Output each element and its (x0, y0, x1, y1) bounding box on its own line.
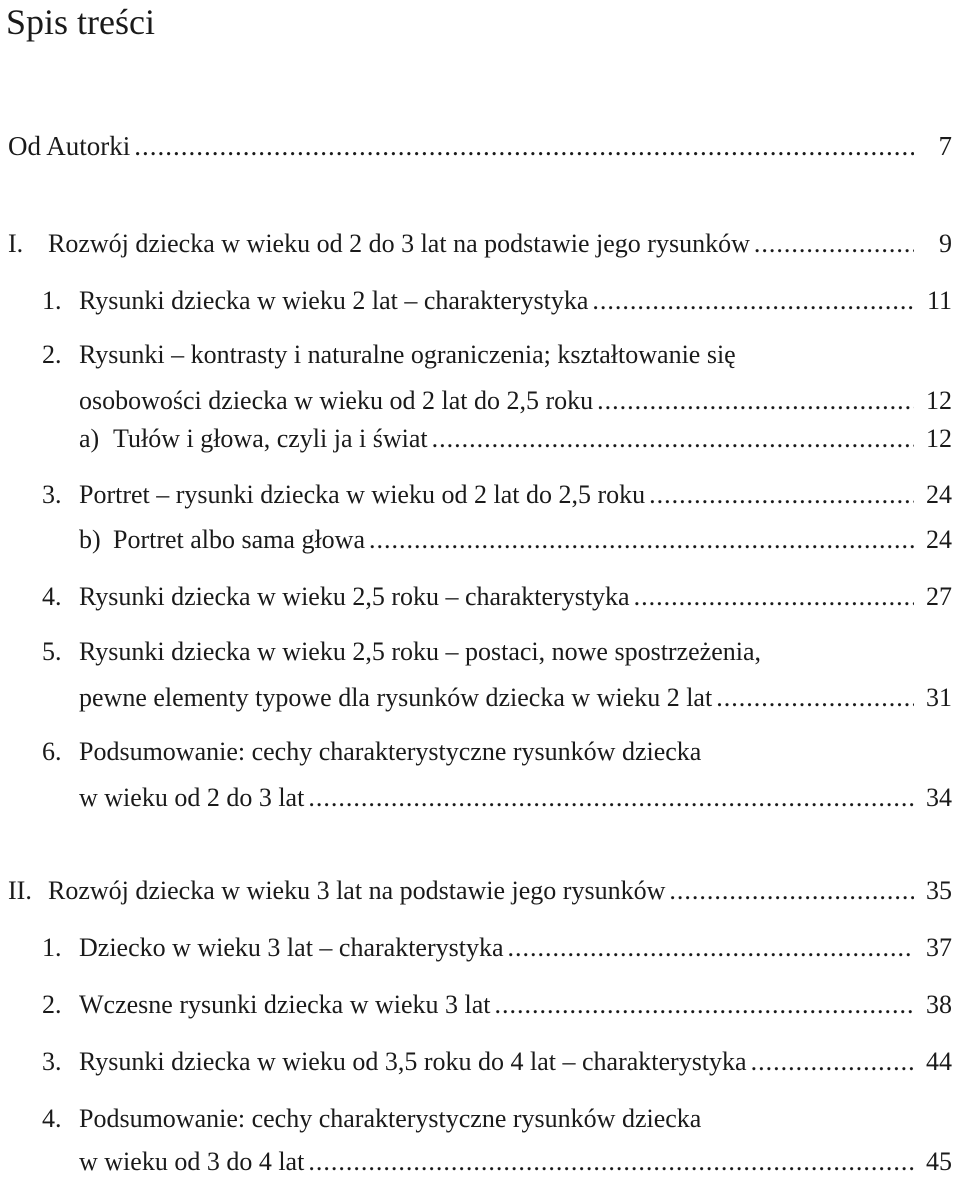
toc-entry-number: 4. (42, 582, 62, 611)
toc-entry[interactable] (8, 131, 952, 162)
leader-dots (134, 131, 914, 162)
toc-entry[interactable] (42, 480, 952, 510)
toc-entry-page: 31 (926, 683, 952, 712)
toc-entry-line-1[interactable] (42, 1104, 952, 1134)
toc-entry-page: 35 (926, 876, 952, 905)
toc-entry[interactable] (42, 933, 952, 963)
toc-entry-page: 12 (926, 386, 952, 415)
toc-entry-text: Tułów i głowa, czyli ja i świat (113, 424, 428, 453)
page-title: Spis treści (6, 2, 155, 42)
toc-entry-text: Wczesne rysunki dziecka w wieku 3 lat (79, 990, 491, 1019)
toc-entry-page: 7 (938, 131, 952, 161)
toc-entry-number: 6. (42, 737, 62, 766)
toc-entry-number: II. (8, 876, 32, 905)
toc-entry-text-continued: osobowości dziecka w wieku od 2 lat do 2,5 roku (79, 386, 594, 415)
toc-entry-page: 38 (926, 990, 952, 1019)
leader-dots (669, 876, 914, 906)
toc-entry-line-2[interactable] (79, 1147, 952, 1177)
toc-entry-number: 3. (42, 1047, 62, 1076)
toc-entry-text: Portret albo sama głowa (113, 525, 365, 554)
toc-entry-number: 4. (42, 1104, 62, 1133)
toc-entry-line-1[interactable] (42, 340, 952, 370)
toc-entry-text: Rysunki dziecka w wieku od 3,5 roku do 4 lat – charakterystyka (79, 1047, 747, 1076)
leader-dots (592, 286, 914, 316)
leader-dots (432, 424, 914, 454)
toc-entry-text: Od Autorki (8, 131, 131, 161)
leader-dots (751, 1047, 914, 1077)
leader-dots (716, 683, 914, 713)
toc-chapter[interactable] (8, 876, 952, 906)
leader-dots (308, 783, 914, 813)
toc-entry[interactable] (42, 1047, 952, 1077)
toc-entry-text-continued: w wieku od 3 do 4 lat (79, 1147, 305, 1176)
toc-entry-text: Rysunki dziecka w wieku 2,5 roku – postaci, nowe spostrzeżenia, (79, 637, 762, 666)
toc-entry-number: 2. (42, 990, 62, 1019)
toc-entry-text: Podsumowanie: cechy charakterystyczne rysunków dziecka (79, 737, 702, 766)
toc-entry-page: 37 (926, 933, 952, 962)
leader-dots (308, 1147, 914, 1177)
leader-dots (369, 525, 914, 555)
toc-entry-number: 1. (42, 286, 62, 315)
toc-entry-text: Rysunki – kontrasty i naturalne ograniczenia; kształtowanie się (79, 340, 736, 369)
toc-entry-number: 5. (42, 637, 62, 666)
toc-entry-line-1[interactable] (42, 737, 952, 767)
leader-dots (597, 386, 914, 416)
leader-dots (634, 582, 914, 612)
toc-entry-page: 9 (939, 229, 952, 258)
toc-entry-text-continued: w wieku od 2 do 3 lat (79, 783, 305, 812)
toc-entry[interactable] (42, 286, 952, 316)
toc-entry-text: Rozwój dziecka w wieku 3 lat na podstawie jego rysunków (48, 876, 666, 905)
toc-entry-number: 3. (42, 480, 62, 509)
toc-subentry[interactable] (79, 424, 952, 454)
toc-entry-page: 12 (926, 424, 952, 453)
toc-entry-page: 24 (926, 480, 952, 509)
toc-entry-text: Rysunki dziecka w wieku 2,5 roku – charakterystyka (79, 582, 630, 611)
toc-entry-number: I. (8, 229, 24, 258)
toc-entry-page: 27 (926, 582, 952, 611)
toc-entry-page: 45 (926, 1147, 952, 1176)
toc-entry-number: a) (79, 424, 100, 453)
toc-entry-page: 34 (926, 783, 952, 812)
toc-subentry[interactable] (79, 525, 952, 555)
toc-entry-number: 1. (42, 933, 62, 962)
toc-entry-text: Rozwój dziecka w wieku od 2 do 3 lat na podstawie jego rysunków (48, 229, 750, 258)
toc-entry-page: 44 (926, 1047, 952, 1076)
toc-entry[interactable] (42, 990, 952, 1020)
toc-entry-line-2[interactable] (79, 783, 952, 813)
toc-entry-text: Dziecko w wieku 3 lat – charakterystyka (79, 933, 504, 962)
toc-entry-text: Podsumowanie: cechy charakterystyczne rysunków dziecka (79, 1104, 702, 1133)
toc-entry-page: 24 (926, 525, 952, 554)
toc-entry[interactable] (42, 582, 952, 612)
toc-entry-text-continued: pewne elementy typowe dla rysunków dziecka w wieku 2 lat (79, 683, 713, 712)
toc-entry-number: 2. (42, 340, 62, 369)
leader-dots (508, 933, 914, 963)
toc-chapter[interactable] (8, 229, 952, 259)
leader-dots (754, 229, 914, 259)
toc-entry-line-1[interactable] (42, 637, 952, 667)
toc-entry-line-2[interactable] (79, 386, 952, 416)
leader-dots (495, 990, 914, 1020)
toc-entry-number: b) (79, 525, 101, 554)
toc-entry-line-2[interactable] (79, 683, 952, 713)
toc-entry-text: Portret – rysunki dziecka w wieku od 2 lat do 2,5 roku (79, 480, 646, 509)
toc-entry-text: Rysunki dziecka w wieku 2 lat – charakterystyka (79, 286, 589, 315)
toc-entry-page: 11 (926, 286, 952, 315)
leader-dots (649, 480, 914, 510)
